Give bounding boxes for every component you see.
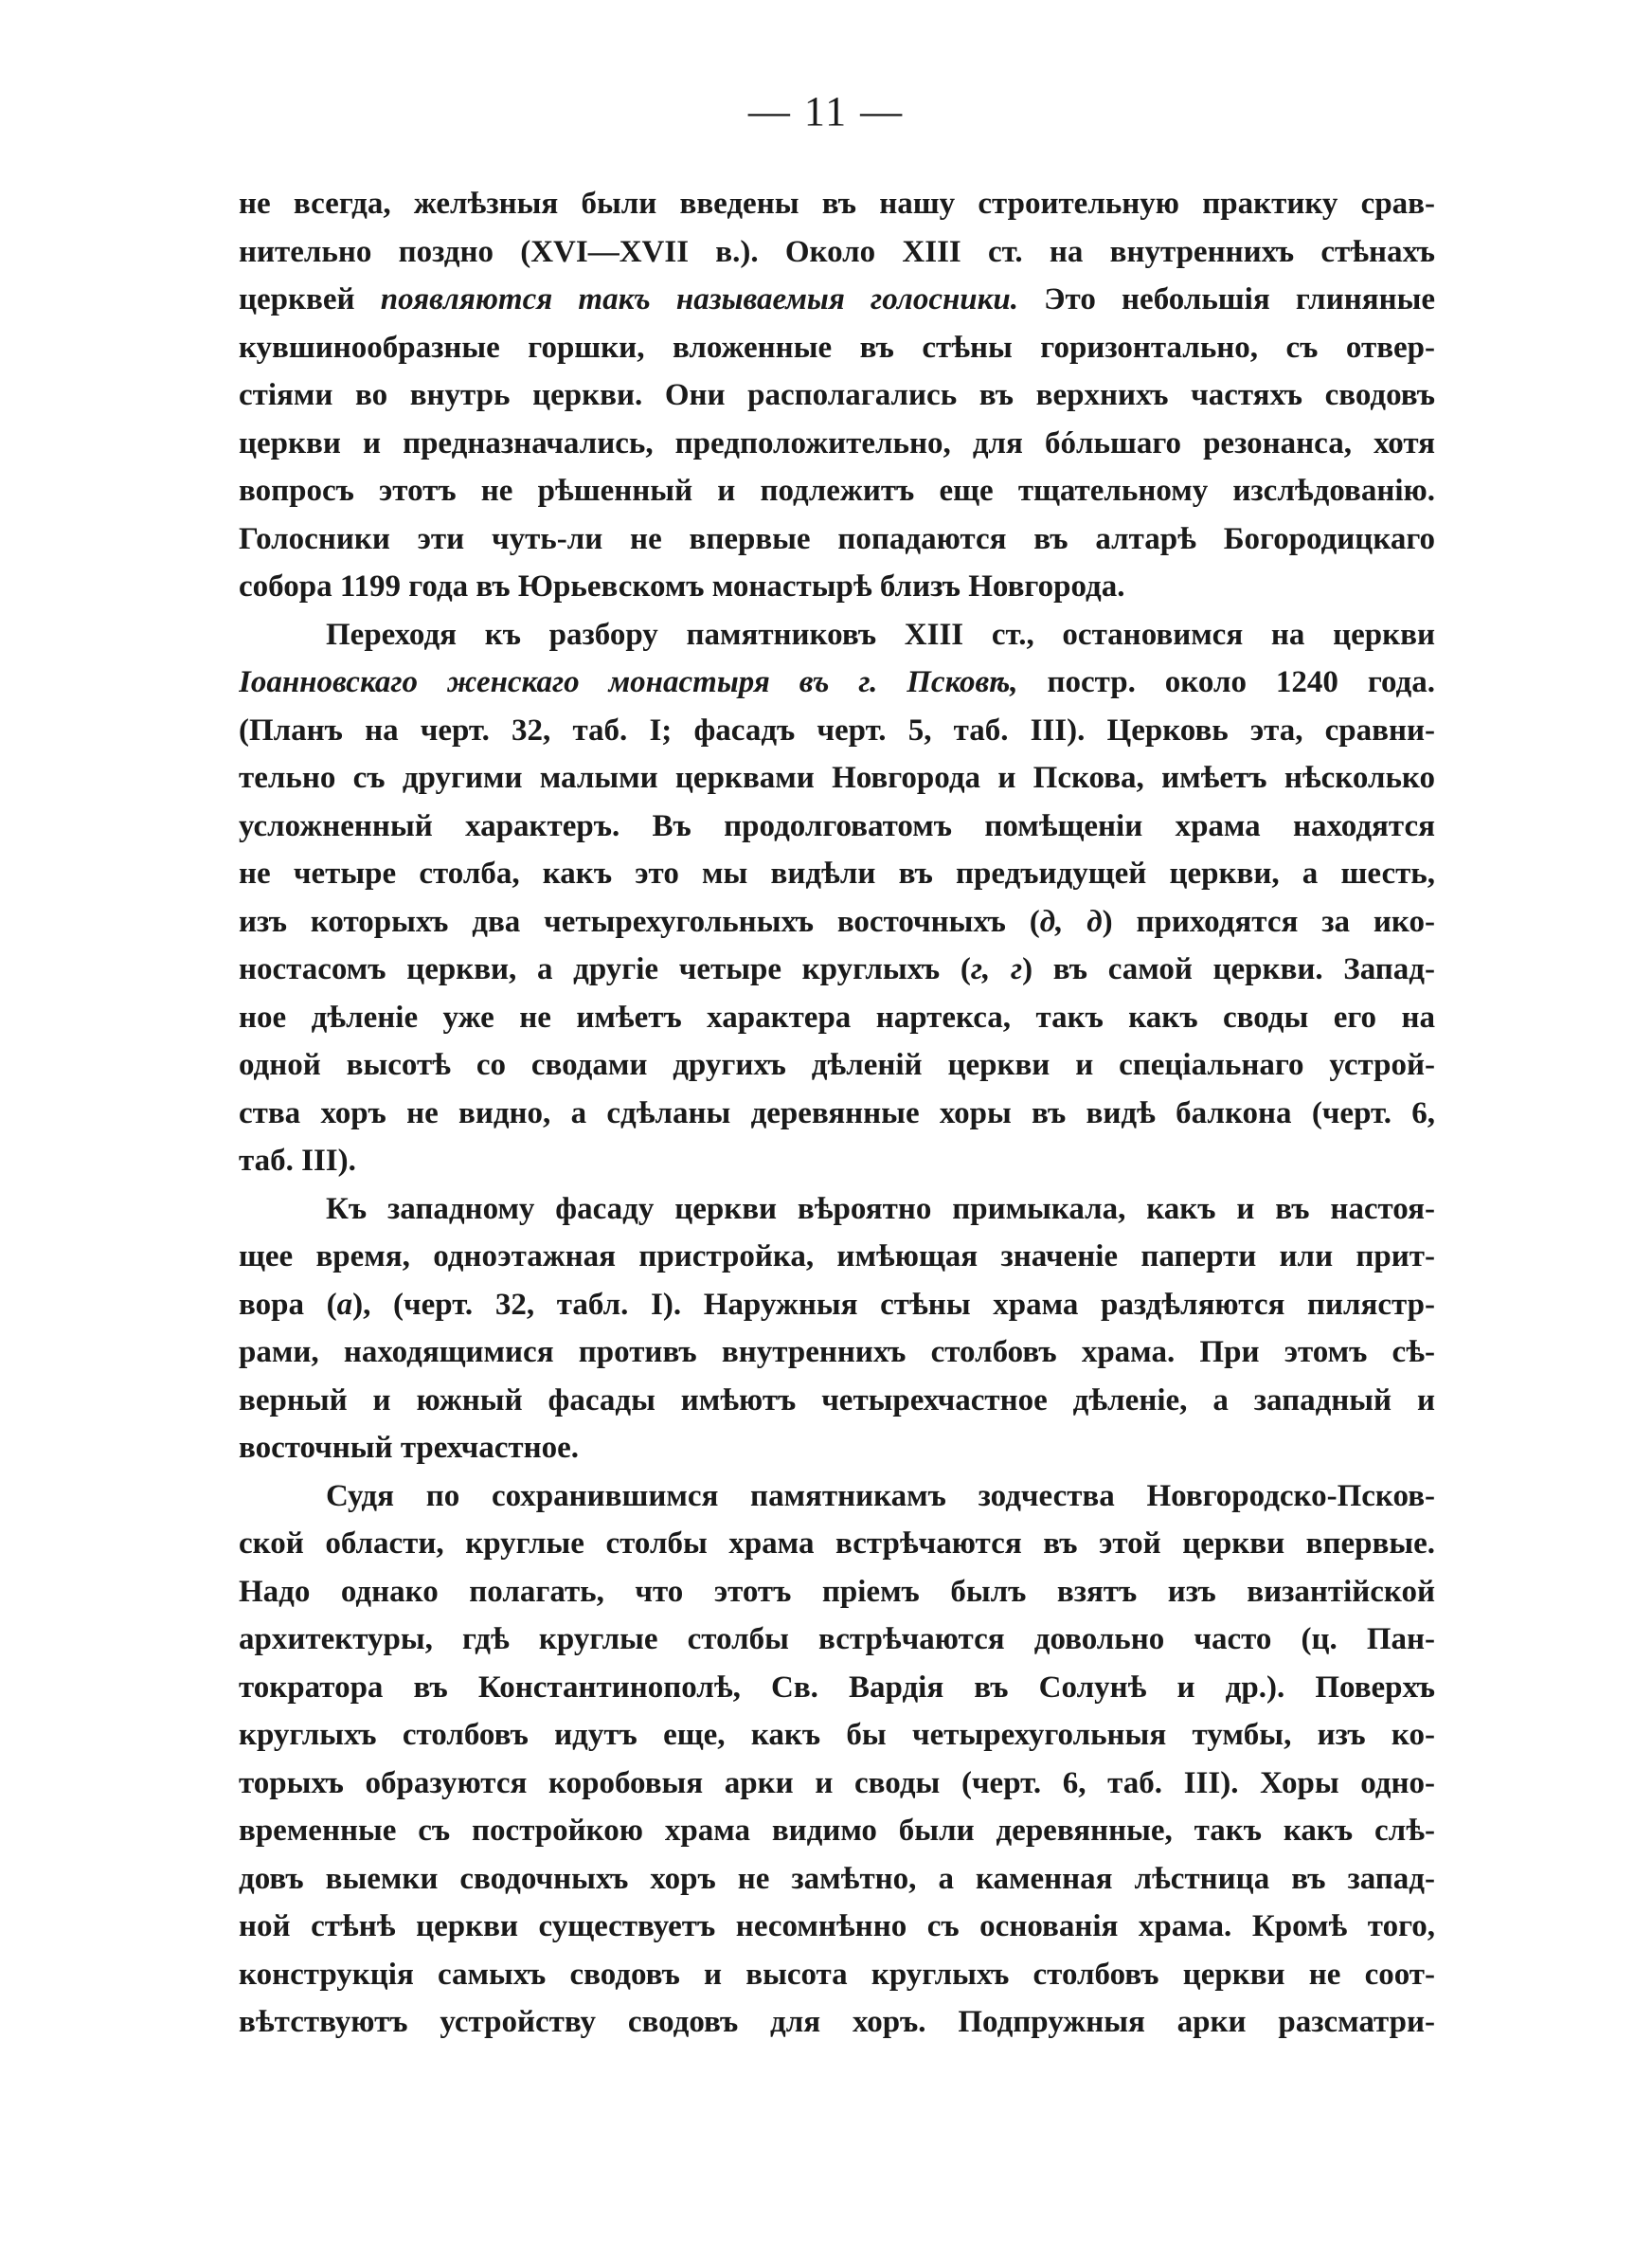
text-line <box>239 1424 1435 1472</box>
text-segment: ностасомъ церкви, а другіе четыре круглыхъ ( <box>239 952 971 986</box>
text-line <box>239 994 1435 1042</box>
text-line <box>239 1807 1435 1855</box>
text-segment: щее время, одноэтажная пристройка, имѣющая значеніе паперти или прит- <box>239 1239 1435 1273</box>
text-line <box>239 1377 1435 1425</box>
text-line <box>239 1328 1435 1377</box>
text-segment: Переходя къ разбору памятниковъ XIII ст., остановимся на церкви <box>326 617 1435 652</box>
text-line <box>239 1855 1435 1904</box>
text-segment: Надо однако полагать, что этотъ пріемъ былъ взятъ изъ византійской <box>239 1574 1435 1609</box>
text-segment: Судя по сохранившимся памятникамъ зодчества Новгородско-Псков- <box>326 1478 1435 1513</box>
text-segment: церквей <box>239 282 381 316</box>
text-segment: ской области, круглые столбы храма встрѣчаются въ этой церкви впервые. <box>239 1526 1435 1561</box>
text-line <box>239 1233 1435 1281</box>
text-line <box>239 228 1435 277</box>
text-line <box>239 803 1435 851</box>
text-line <box>239 1664 1435 1712</box>
text-line <box>239 371 1435 420</box>
text-segment: постр. около 1240 года. <box>1017 665 1435 699</box>
text-line <box>239 1711 1435 1760</box>
text-line <box>239 1472 1435 1521</box>
text-line <box>239 1185 1435 1234</box>
text-segment: конструкція самыхъ сводовъ и высота круглыхъ столбовъ церкви не соот- <box>239 1957 1435 1992</box>
text-segment: довъ выемки сводочныхъ хоръ не замѣтно, а каменная лѣстница въ запад- <box>239 1861 1435 1896</box>
text-segment: вора ( <box>239 1287 337 1322</box>
text-segment: усложненный характеръ. Въ продолговатомъ помѣщеніи храма находятся <box>239 808 1435 843</box>
text-segment: Голосники эти чуть-ли не впервые попадаются въ алтарѣ Богородицкаго <box>239 521 1435 556</box>
text-segment: восточный трехчастное. <box>239 1431 580 1465</box>
body-text <box>239 180 1435 2047</box>
text-segment: Это небольшія глиняные <box>1017 282 1435 316</box>
text-line <box>239 1090 1435 1138</box>
italic-text: а <box>336 1287 353 1322</box>
text-line <box>239 1998 1435 2047</box>
text-segment: одной высотѣ со сводами другихъ дѣленій церкви и спеціальнаго устрой- <box>239 1048 1435 1082</box>
text-line <box>239 1760 1435 1808</box>
text-segment: ной стѣнѣ церкви существуетъ несомнѣнно съ основанія храма. Кромѣ того, <box>239 1909 1435 1943</box>
text-segment: не четыре столба, какъ это мы видѣли въ предъидущей церкви, а шесть, <box>239 857 1435 891</box>
text-segment: тократора въ Константинополѣ, Св. Вардія въ Солунѣ и др.). Поверхъ <box>239 1670 1435 1705</box>
text-line <box>239 467 1435 515</box>
text-line <box>239 946 1435 994</box>
text-line <box>239 1903 1435 1951</box>
text-segment: архитектуры, гдѣ круглые столбы встрѣчаются довольно часто (ц. Пан- <box>239 1622 1435 1656</box>
text-line <box>239 754 1435 803</box>
text-segment: вопросъ этотъ не рѣшенный и подлежитъ еще тщательному изслѣдованію. <box>239 474 1435 508</box>
text-line <box>239 659 1435 707</box>
text-line <box>239 898 1435 947</box>
text-segment: тельно съ другими малыми церквами Новгорода и Пскова, имѣетъ нѣсколько <box>239 761 1435 795</box>
text-line <box>239 1616 1435 1664</box>
text-segment: ), (черт. 32, табл. I). Наружныя стѣны храма раздѣляются пилястр- <box>352 1287 1435 1322</box>
text-segment: торыхъ образуются коробовыя арки и своды (черт. 6, таб. III). Хоры одно- <box>239 1765 1435 1800</box>
text-segment: (Планъ на черт. 32, таб. I; фасадъ черт. 5, таб. III). Церковь эта, сравни- <box>239 713 1435 748</box>
page-number: — 11 — <box>747 88 905 135</box>
text-segment: ) приходятся за ико- <box>1102 904 1435 939</box>
text-segment: верный и южный фасады имѣютъ четырехчастное дѣленіе, а западный и <box>239 1382 1435 1417</box>
text-line <box>239 180 1435 228</box>
text-line <box>239 611 1435 659</box>
text-segment: ства хоръ не видно, а сдѣланы деревянные хоры въ видѣ балкона (черт. 6, <box>239 1095 1435 1130</box>
text-segment: ное дѣленіе уже не имѣетъ характера нартекса, такъ какъ своды его на <box>239 1000 1435 1035</box>
text-segment: Къ западному фасаду церкви вѣроятно примыкала, какъ и въ настоя- <box>326 1191 1435 1226</box>
italic-text: д, д <box>1039 904 1103 939</box>
italic-text: появляются такъ называемыя голосники. <box>380 282 1018 316</box>
text-line <box>239 324 1435 372</box>
text-line <box>239 1137 1435 1185</box>
text-line <box>239 1041 1435 1090</box>
text-segment: кувшинообразные горшки, вложенные въ стѣны горизонтально, съ отвер- <box>239 330 1435 365</box>
text-segment: стіями во внутрь церкви. Они располагались въ верхнихъ частяхъ сводовъ <box>239 378 1435 412</box>
text-segment: изъ которыхъ два четырехугольныхъ восточныхъ ( <box>239 904 1040 939</box>
text-line <box>239 563 1435 611</box>
text-line <box>239 1520 1435 1568</box>
text-segment: собора 1199 года въ Юрьевскомъ монастырѣ близъ Новгорода. <box>239 569 1125 604</box>
text-segment: временные съ постройкою храма видимо были деревянные, такъ какъ слѣ- <box>239 1814 1435 1848</box>
text-segment: ) въ самой церкви. Запад- <box>1022 952 1435 986</box>
text-line <box>239 850 1435 898</box>
text-line <box>239 276 1435 324</box>
text-segment: круглыхъ столбовъ идутъ еще, какъ бы четырехугольныя тумбы, изъ ко- <box>239 1718 1435 1752</box>
text-segment: нительно поздно (XVI—XVII в.). Около XIII ст. на внутреннихъ стѣнахъ <box>239 234 1435 269</box>
text-segment: церкви и предназначались, предположительно, для бóльшаго резонанса, хотя <box>239 425 1435 460</box>
text-line <box>239 1951 1435 1999</box>
text-line <box>239 707 1435 755</box>
text-line <box>239 1568 1435 1616</box>
text-line <box>239 420 1435 468</box>
text-line <box>239 515 1435 564</box>
italic-text: Іоанновскаго женскаго монастыря въ г. Псковѣ, <box>239 665 1018 699</box>
text-segment: не всегда, желѣзныя были введены въ нашу строительную практику срав- <box>239 187 1435 221</box>
text-line <box>239 1281 1435 1329</box>
text-segment: рами, находящимися противъ внутреннихъ столбовъ храма. При этомъ сѣ- <box>239 1335 1435 1369</box>
italic-text: г, г <box>970 952 1023 986</box>
text-segment: вѣтствуютъ устройству сводовъ для хоръ. Подпружныя арки разсматри- <box>239 2005 1435 2039</box>
text-segment: таб. III). <box>239 1144 356 1178</box>
